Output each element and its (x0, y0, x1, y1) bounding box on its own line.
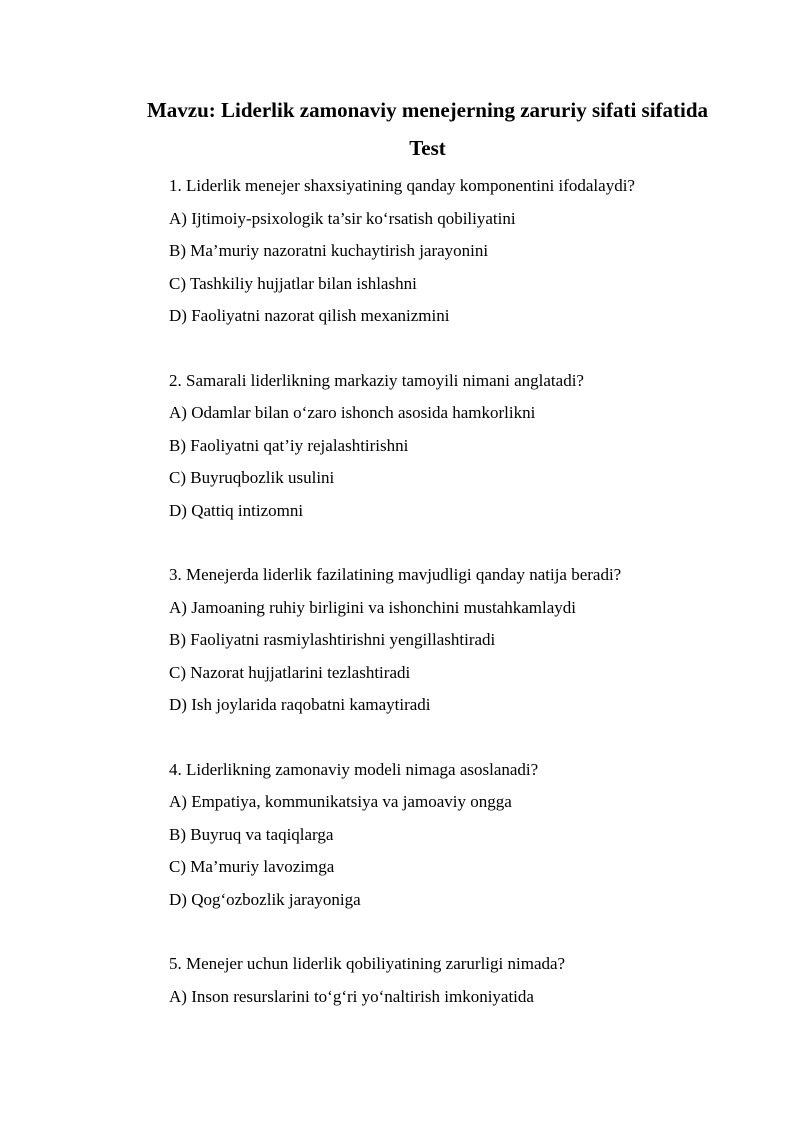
answer-option: D) Ish joylarida raqobatni kamaytiradi (169, 695, 431, 714)
answer-option: A) Inson resurslarini to‘g‘ri yo‘naltirish imkoniyatida (169, 986, 534, 1006)
answer-option: D) Faoliyatni nazorat qilish mexanizmini (169, 306, 450, 325)
question-block-4 (169, 754, 769, 917)
answer-option: B) Faoliyatni rasmiylashtirishni yengillashtiradi (169, 630, 496, 649)
question-text: 3. Menejerda liderlik fazilatining mavjudligi qanday natija beradi? (169, 565, 622, 584)
question-text: 4. Liderlikning zamonaviy modeli nimaga asoslanadi? (169, 759, 539, 779)
question-block-2 (169, 365, 769, 528)
answer-option: D) Qog‘ozbozlik jarayoniga (169, 889, 361, 909)
question-text: 2. Samarali liderlikning markaziy tamoyili nimani anglatadi? (169, 370, 584, 390)
question-text: 5. Menejer uchun liderlik qobiliyatining zarurligi nimada? (169, 954, 566, 973)
question-block-3 (169, 559, 769, 722)
answer-option: D) Qattiq intizomni (169, 500, 304, 520)
question-text: 1. Liderlik menejer shaxsiyatining qanday komponentini ifodalaydi? (169, 176, 635, 195)
answer-option: C) Tashkiliy hujjatlar bilan ishlashni (169, 273, 417, 293)
question-block-5 (169, 948, 769, 1013)
answer-option: A) Empatiya, kommunikatsiya va jamoaviy ongga (169, 792, 512, 811)
answer-option: A) Ijtimoiy-psixologik ta’sir ko‘rsatish qobiliyatini (169, 208, 516, 228)
question-list (169, 170, 769, 1045)
answer-option: B) Ma’muriy nazoratni kuchaytirish jarayonini (169, 241, 489, 260)
answer-option: B) Buyruq va taqiqlarga (169, 824, 334, 844)
answer-option: C) Nazorat hujjatlarini tezlashtiradi (169, 662, 411, 682)
answer-option: A) Odamlar bilan o‘zaro ishonch asosida hamkorlikni (169, 403, 536, 422)
answer-option: C) Buyruqbozlik usulini (169, 468, 335, 487)
document-subtitle: Test (409, 136, 446, 160)
answer-option: A) Jamoaning ruhiy birligini va ishonchini mustahkamlaydi (169, 597, 576, 617)
answer-option: C) Ma’muriy lavozimga (169, 857, 335, 876)
answer-option: B) Faoliyatni qat’iy rejalashtirishni (169, 435, 409, 455)
question-block-1 (169, 170, 769, 333)
document-title: Mavzu: Liderlik zamonaviy menejerning zaruriy sifati sifatida (146, 98, 709, 122)
